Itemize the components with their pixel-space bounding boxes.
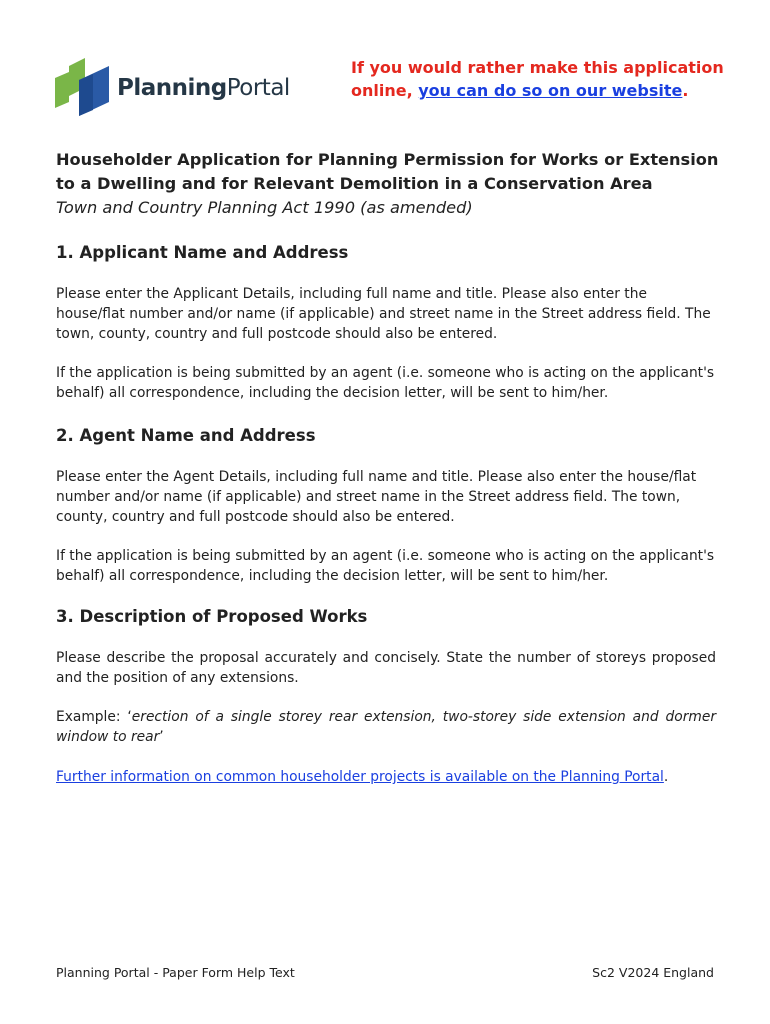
- further-info-end: .: [663, 769, 669, 785]
- section-paragraph: If the application is being submitted by an agent (i.e. someone who is acting on the applicant's behalf) all correspondence, including the decision letter, will be sent to him/her.: [56, 365, 715, 401]
- section-heading: 2. Agent Name and Address: [56, 426, 316, 445]
- further-info-paragraph: [56, 767, 716, 787]
- online-notice-end: .: [682, 81, 689, 100]
- footer-right: Sc2 V2024 England: [592, 965, 714, 980]
- example-text: erection of a single storey rear extension, two-storey side extension and dormer window to rear: [56, 709, 716, 745]
- section-proposed-works: [56, 606, 716, 787]
- section-paragraph: If the application is being submitted by an agent (i.e. someone who is acting on the applicant's behalf) all correspondence, including the decision letter, will be sent to him/her.: [56, 548, 715, 584]
- online-notice-text: If you would rather make this application online,: [351, 58, 724, 100]
- online-notice: [351, 56, 751, 102]
- logo-wordmark: [117, 75, 290, 101]
- document-title-block: [56, 148, 736, 220]
- section-paragraph: Please describe the proposal accurately and concisely. State the number of storeys proposed and the position of any extensions.: [56, 650, 716, 686]
- planning-portal-logo-icon: [55, 58, 109, 118]
- document-subtitle: Town and Country Planning Act 1990 (as amended): [56, 198, 473, 217]
- section-applicant: [56, 242, 716, 403]
- section-agent: [56, 425, 716, 586]
- logo-wordmark-light: Portal: [226, 75, 290, 101]
- online-application-link[interactable]: you can do so on our website: [418, 81, 683, 100]
- section-paragraph: Please enter the Applicant Details, including full name and title. Please also enter the house/flat number and/or name (if applicable) and street name in the Street address field. The town, county, country and full postcode should also be entered.: [56, 286, 711, 342]
- planning-portal-logo: [55, 58, 290, 118]
- further-info-link[interactable]: Further information on common householder projects is available on the Planning Portal: [56, 769, 664, 785]
- example-paragraph: [56, 707, 716, 747]
- section-paragraph: Please enter the Agent Details, including full name and title. Please also enter the house/flat number and/or name (if applicable) and street name in the Street address field. The town, county, country and full postcode should also be entered.: [56, 469, 697, 525]
- example-end: ’: [159, 729, 164, 745]
- section-heading: 3. Description of Proposed Works: [56, 607, 368, 626]
- section-heading: 1. Applicant Name and Address: [56, 243, 349, 262]
- footer-left: Planning Portal - Paper Form Help Text: [56, 965, 295, 980]
- example-label: Example: ‘: [56, 709, 132, 725]
- logo-wordmark-bold: Planning: [117, 75, 227, 101]
- document-title: Householder Application for Planning Permission for Works or Extension to a Dwelling and for Relevant Demolition in a Conservation Area: [56, 150, 719, 193]
